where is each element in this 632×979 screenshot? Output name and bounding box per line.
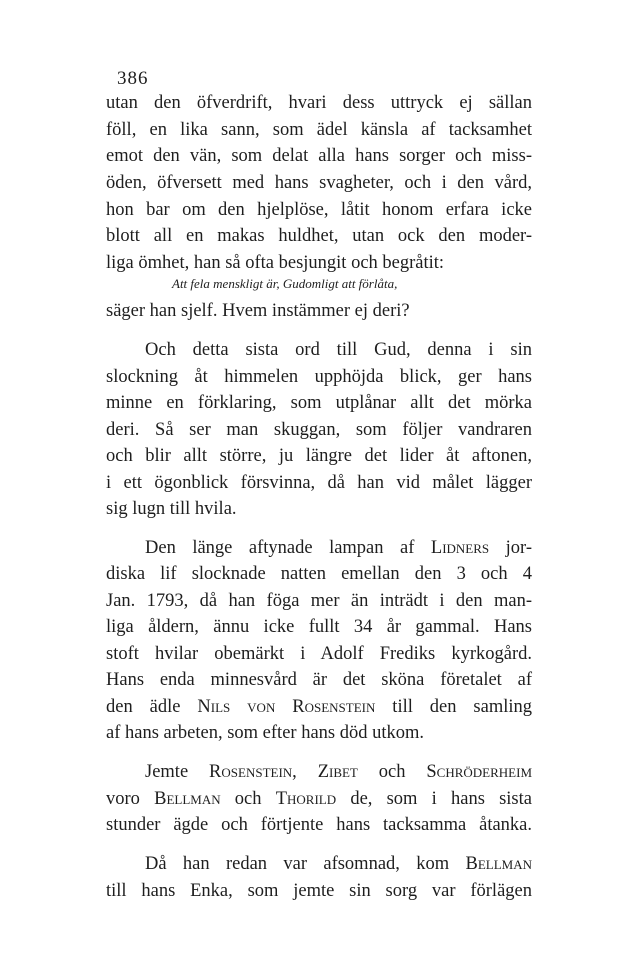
- text-line: [106, 694, 532, 720]
- text-line: stunder ägde och förtjente hans tacksamma åtanka.: [106, 815, 532, 835]
- text-span: och: [220, 789, 276, 809]
- text-line: [145, 535, 532, 561]
- text-line: liga åldern, ännu icke fullt 34 år gammal. Hans: [106, 617, 532, 637]
- person-name: Rosenstein: [292, 697, 376, 717]
- text-line: föll, en lika sann, som ädel känsla af tacksamhet: [106, 120, 532, 140]
- text-span: till den samling: [375, 697, 533, 717]
- text-line: minne en förklaring, som utplånar allt det mörka: [106, 393, 532, 413]
- text-span: jor-: [489, 538, 532, 558]
- text-line: i ett ögonblick försvinna, då han vid målet lägger: [106, 473, 532, 493]
- text-line: Jan. 1793, då han föga mer än inträdt i den man-: [106, 591, 532, 611]
- person-name: Bellman: [465, 854, 532, 874]
- text-span: Då han redan var afsomnad, kom: [145, 854, 466, 874]
- text-span: den ädle: [106, 697, 198, 717]
- text-line: utan den öfverdrift, hvari dess uttryck ej sällan: [106, 93, 532, 113]
- text-line: och blir allt större, ju längre det lider åt aftonen,: [106, 446, 532, 466]
- text-line: slockning åt himmelen upphöjda blick, ger hans: [106, 367, 532, 387]
- text-line: Hans enda minnesvård är det sköna företalet af: [106, 670, 532, 690]
- person-name: Rosenstein: [209, 762, 293, 782]
- person-name: Nils: [197, 697, 231, 717]
- text-span: von: [230, 697, 293, 717]
- person-name: Bellman: [154, 789, 221, 809]
- person-name: Zibet: [317, 762, 358, 782]
- text-line: hon bar om den hjelplöse, låtit honom erfara icke: [106, 200, 532, 220]
- verse-quote: Att fela menskligt är, Gudomligt att förlåta,: [172, 276, 398, 291]
- text-span: ,: [292, 762, 318, 782]
- text-span: Den länge aftynade lampan af: [145, 538, 431, 558]
- text-line: [145, 851, 532, 877]
- text-line: blott all en makas huldhet, utan ock den moder-: [106, 226, 532, 246]
- text-line: öden, öfversett med hans svagheter, och i den vård,: [106, 173, 532, 193]
- text-span: Jemte: [145, 762, 210, 782]
- text-line: till hans Enka, som jemte sin sorg var förlägen: [106, 881, 532, 901]
- page-number: 386: [117, 68, 149, 89]
- person-name: Schröderheim: [426, 762, 532, 782]
- text-line: diska lif slocknade natten emellan den 3 och 4: [106, 564, 532, 584]
- person-name: Thorild: [275, 789, 337, 809]
- text-line: sig lugn till hvila.: [106, 499, 237, 519]
- text-line: säger han sjelf. Hvem instämmer ej deri?: [106, 301, 410, 321]
- text-line: stoft hvilar obemärkt i Adolf Frediks kyrkogård.: [106, 644, 532, 664]
- text-line: [145, 759, 532, 785]
- text-line: Och detta sista ord till Gud, denna i sin: [145, 340, 532, 360]
- text-span: de, som i hans sista: [336, 789, 532, 809]
- text-span: voro: [106, 789, 155, 809]
- text-line: [106, 786, 532, 812]
- person-name: Lidners: [430, 538, 490, 558]
- text-line: af hans arbeten, som efter hans död utkom.: [106, 723, 425, 743]
- text-span: och: [357, 762, 427, 782]
- text-line: emot den vän, som delat alla hans sorger och miss-: [106, 146, 532, 166]
- text-line: deri. Så ser man skuggan, som följer vandraren: [106, 420, 532, 440]
- text-line: liga ömhet, han så ofta besjungit och begråtit:: [106, 253, 445, 273]
